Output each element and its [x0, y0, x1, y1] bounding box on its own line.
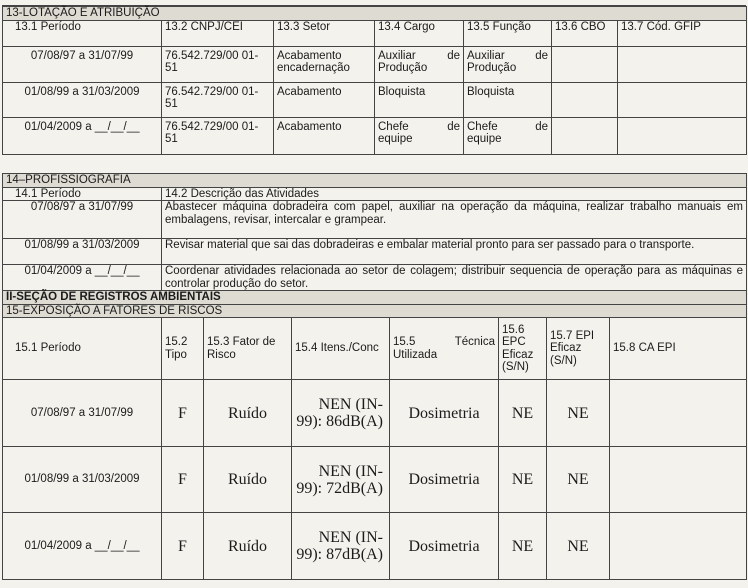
table-row [3, 513, 747, 580]
cell-tipo: F [162, 447, 204, 513]
cell-periodo: 01/08/99 a 31/03/2009 [3, 239, 162, 265]
cell-epc: NE [499, 380, 547, 447]
section-14-title: 14–PROFISSIOGRAFIA [3, 174, 747, 188]
cell-cargo: Chefe de equipe [375, 117, 464, 154]
header-epi: 15.7 EPI Eficaz (S/N) [547, 318, 610, 380]
cell-periodo: 01/04/2009 a __/__/__ [3, 117, 162, 154]
cell-setor: Acabamento [274, 117, 375, 154]
cell-descricao: Revisar material que sai das dobradeiras e embalar material pronto para ser passado para o transporte. [162, 239, 747, 265]
cell-epi: NE [547, 513, 610, 580]
section-14-table [2, 173, 747, 292]
section-15-table [2, 290, 747, 580]
header-periodo: 13.1 Período [3, 20, 162, 46]
header-fator-risco: 15.3 Fator de Risco [204, 318, 292, 380]
header-itens-conc: 15.4 Itens./Conc [292, 318, 390, 380]
cell-descricao: Coordenar atividades relacionada ao setor de colagem; distribuir sequencia de operação para as máquinas e controlar produção do setor. [162, 265, 747, 292]
cell-epi: NE [547, 380, 610, 447]
header-periodo: 15.1 Período [3, 318, 162, 380]
section-13-title: 13-LOTAÇÃO E ATRIBUIÇÃO [3, 7, 747, 21]
cell-periodo: 01/08/99 a 31/03/2009 [3, 82, 162, 117]
cell-epc: NE [499, 513, 547, 580]
cell-setor: Acabamento encadernação [274, 46, 375, 82]
table-row [3, 239, 747, 265]
section-15-title: 15-EXPOSIÇÃO A FATORES DE RISCOS [3, 304, 747, 318]
cell-epc: NE [499, 447, 547, 513]
cell-periodo: 01/04/2009 a __/__/__ [3, 513, 162, 580]
cell-itens-conc: NEN (IN-99): 86dB(A) [292, 380, 390, 447]
cell-itens-conc: NEN (IN-99): 87dB(A) [292, 513, 390, 580]
cell-cbo [552, 46, 618, 82]
cell-ca-epi [610, 513, 747, 580]
cell-tecnica: Dosimetria [390, 513, 499, 580]
header-cnpj: 13.2 CNPJ/CEI [162, 20, 274, 46]
table-row [3, 46, 747, 82]
cell-gfip [618, 46, 747, 82]
cell-gfip [618, 82, 747, 117]
header-descricao: 14.2 Descrição das Atividades [162, 187, 747, 201]
header-ca-epi: 15.8 CA EPI [610, 318, 747, 380]
section-13-table [2, 6, 747, 155]
cell-periodo: 01/08/99 a 31/03/2009 [3, 447, 162, 513]
cell-cbo [552, 117, 618, 154]
cell-gfip [618, 117, 747, 154]
header-cargo: 13.4 Cargo [375, 20, 464, 46]
cell-ca-epi [610, 447, 747, 513]
table-row [3, 82, 747, 117]
cell-tipo: F [162, 380, 204, 447]
header-epc: 15.6 EPC Eficaz (S/N) [499, 318, 547, 380]
cell-epi: NE [547, 447, 610, 513]
cell-setor: Acabamento [274, 82, 375, 117]
cell-funcao: Bloquista [464, 82, 552, 117]
header-gfip: 13.7 Cód. GFIP [618, 20, 747, 46]
header-setor: 13.3 Setor [274, 20, 375, 46]
table-row [3, 265, 747, 292]
cell-cnpj: 76.542.729/00 01-51 [162, 46, 274, 82]
cell-tecnica: Dosimetria [390, 447, 499, 513]
cell-periodo: 01/04/2009 a __/__/__ [3, 265, 162, 292]
cell-fator-risco: Ruído [204, 380, 292, 447]
cell-cargo: Auxiliar de Produção [375, 46, 464, 82]
cell-tecnica: Dosimetria [390, 380, 499, 447]
cell-periodo: 07/08/97 a 31/07/99 [3, 201, 162, 239]
cell-periodo: 07/08/97 a 31/07/99 [3, 46, 162, 82]
cell-ca-epi [610, 380, 747, 447]
header-tecnica: 15.5 Técnica Utilizada [390, 318, 499, 380]
section-ii-title: II-SEÇÃO DE REGISTROS AMBIENTAIS [3, 291, 747, 305]
cell-cargo: Bloquista [375, 82, 464, 117]
table-row [3, 201, 747, 239]
cell-fator-risco: Ruído [204, 447, 292, 513]
cell-funcao: Chefe de equipe [464, 117, 552, 154]
table-row [3, 117, 747, 154]
table-row [3, 447, 747, 513]
table-row [3, 380, 747, 447]
cell-funcao: Auxiliar de Produção [464, 46, 552, 82]
cell-tipo: F [162, 513, 204, 580]
header-funcao: 13.5 Função [464, 20, 552, 46]
cell-descricao: Abastecer máquina dobradeira com papel, auxiliar na operação da máquina, realizar trabalho manuais em embalagens, revisar, intercalar e grampear. [162, 201, 747, 239]
cell-periodo: 07/08/97 a 31/07/99 [3, 380, 162, 447]
header-cbo: 13.6 CBO [552, 20, 618, 46]
cell-cnpj: 76.542.729/00 01-51 [162, 117, 274, 154]
header-tipo: 15.2 Tipo [162, 318, 204, 380]
cell-fator-risco: Ruído [204, 513, 292, 580]
cell-cbo [552, 82, 618, 117]
cell-cnpj: 76.542.729/00 01-51 [162, 82, 274, 117]
header-periodo: 14.1 Período [3, 187, 162, 201]
cell-itens-conc: NEN (IN-99): 72dB(A) [292, 447, 390, 513]
